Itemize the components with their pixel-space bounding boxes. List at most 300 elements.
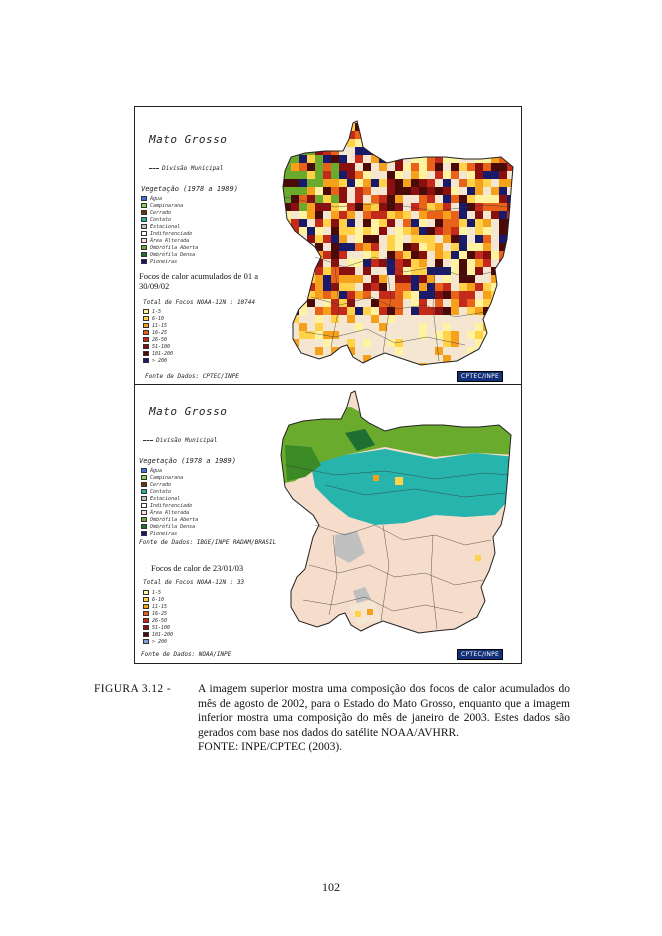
heat-cell (315, 339, 323, 347)
heat-cell (451, 123, 459, 131)
heat-cell (291, 235, 299, 243)
focos-legend-bottom-item (143, 638, 173, 645)
heat-cell (363, 291, 371, 299)
heat-cell (291, 179, 299, 187)
heat-cell (499, 203, 507, 211)
heat-cell (507, 259, 515, 267)
heat-cell (379, 147, 387, 155)
focos-legend-bottom-swatch (143, 639, 149, 644)
heat-cell (459, 131, 467, 139)
heat-cell (339, 227, 347, 235)
heat-cell (403, 291, 411, 299)
heat-cell (371, 243, 379, 251)
heat-cell (475, 259, 483, 267)
heat-cell (395, 235, 403, 243)
heat-cell (499, 259, 507, 267)
heat-cell (435, 259, 443, 267)
heat-cell (491, 179, 499, 187)
heat-cell (515, 347, 521, 355)
heat-cell (307, 187, 315, 195)
heat-cell (515, 179, 521, 187)
focos-legend-top-label: 16-25 (152, 329, 168, 336)
vegetation-legend-top-item (141, 209, 198, 216)
heat-cell (291, 371, 299, 379)
heat-cell (363, 315, 371, 323)
vegetation-legend-top-swatch (141, 217, 147, 222)
focos-legend-bottom-label: > 200 (152, 638, 168, 645)
heat-cell (419, 115, 427, 123)
focos-legend-bottom-label: 11-15 (152, 603, 168, 610)
heat-cell (371, 179, 379, 187)
vegetation-legend-top-swatch (141, 259, 147, 264)
heat-cell (355, 235, 363, 243)
heat-cell (443, 243, 451, 251)
heat-cell (435, 243, 443, 251)
heat-cell (451, 163, 459, 171)
focos-legend-bottom-label: 1-5 (152, 589, 162, 596)
heat-cell (331, 355, 339, 363)
heat-cell (411, 115, 419, 123)
heat-cell (387, 299, 395, 307)
heat-cell (355, 163, 363, 171)
heat-cell (355, 323, 363, 331)
heat-cell (483, 203, 491, 211)
vegetation-legend-top-label: Contato (150, 216, 172, 223)
heat-cell (427, 227, 435, 235)
heat-cell (467, 195, 475, 203)
heat-cell (291, 259, 299, 267)
heat-cell (283, 363, 291, 371)
heat-cell (299, 179, 307, 187)
heat-cell (515, 227, 521, 235)
heat-cell (475, 171, 483, 179)
heat-cell (411, 203, 419, 211)
heat-cell (467, 187, 475, 195)
heat-cell (403, 219, 411, 227)
heat-cell (283, 131, 291, 139)
heat-cell (291, 139, 299, 147)
heat-cell (283, 291, 291, 299)
heat-cell (515, 131, 521, 139)
heat-cell (275, 291, 283, 299)
heat-cell (339, 315, 347, 323)
heat-cell (291, 107, 299, 115)
heat-cell (331, 131, 339, 139)
heat-cell (475, 299, 483, 307)
heat-cell (355, 315, 363, 323)
heat-cell (507, 115, 515, 123)
heat-cell (275, 131, 283, 139)
vegetation-legend-top-item (141, 223, 198, 230)
heat-cell (443, 155, 451, 163)
heat-cell (307, 339, 315, 347)
heat-cell (395, 379, 403, 384)
heat-cell (451, 131, 459, 139)
heat-cell (411, 315, 419, 323)
heat-cell (299, 251, 307, 259)
heat-cell (323, 299, 331, 307)
heat-cell (467, 355, 475, 363)
heat-cell (435, 227, 443, 235)
heat-cell (331, 211, 339, 219)
heat-cell (435, 147, 443, 155)
heat-cell (379, 307, 387, 315)
heat-cell (459, 179, 467, 187)
vegetation-legend-top-item (141, 251, 198, 258)
heat-cell (515, 259, 521, 267)
vegetation-legend-bottom-item (141, 467, 198, 474)
heat-cell (283, 307, 291, 315)
heat-cell (515, 275, 521, 283)
heat-cell (451, 171, 459, 179)
heat-cell (283, 331, 291, 339)
heat-cell (323, 163, 331, 171)
heat-cell (347, 211, 355, 219)
heat-cell (475, 123, 483, 131)
heat-cell (331, 283, 339, 291)
heat-cell (315, 219, 323, 227)
heat-cell (387, 131, 395, 139)
focos-legend-top-swatch (143, 330, 149, 335)
heat-cell (451, 347, 459, 355)
heat-cell (515, 163, 521, 171)
heat-cell (323, 363, 331, 371)
heat-cell (283, 251, 291, 259)
heat-cell (307, 315, 315, 323)
heat-cell (395, 187, 403, 195)
heat-cell (379, 179, 387, 187)
heat-cell (363, 283, 371, 291)
heat-cell (419, 251, 427, 259)
heat-cell (419, 291, 427, 299)
heat-cell (283, 315, 291, 323)
heat-cell (483, 219, 491, 227)
heat-cell (467, 123, 475, 131)
heat-cell (515, 339, 521, 347)
vegetation-legend-bottom-swatch (141, 503, 147, 508)
heat-cell (395, 243, 403, 251)
heat-cell (475, 107, 483, 115)
focos-legend-top-label: 101-200 (152, 350, 174, 357)
heat-cell (499, 275, 507, 283)
heat-cell (355, 107, 363, 115)
heat-cell (507, 243, 515, 251)
heat-cell (275, 163, 283, 171)
heat-cell (475, 219, 483, 227)
heat-cell (395, 107, 403, 115)
heat-cell (419, 123, 427, 131)
heat-cell (403, 331, 411, 339)
heat-cell (347, 187, 355, 195)
heat-cell (499, 299, 507, 307)
heat-cell (395, 163, 403, 171)
heat-cell (403, 187, 411, 195)
page-number: 102 (322, 880, 340, 894)
heat-cell (339, 371, 347, 379)
heat-cell (275, 203, 283, 211)
heat-cell (427, 139, 435, 147)
heat-cell (411, 163, 419, 171)
heat-cell (315, 235, 323, 243)
heat-cell (371, 139, 379, 147)
heat-cell (411, 107, 419, 115)
heat-cell (491, 107, 499, 115)
heat-cell (507, 107, 515, 115)
vegetation-legend-top-swatch (141, 231, 147, 236)
heat-cell (371, 275, 379, 283)
heat-cell (499, 131, 507, 139)
heat-cell (475, 139, 483, 147)
heat-cell (435, 371, 443, 379)
heat-cell (411, 235, 419, 243)
heat-cell (291, 243, 299, 251)
heat-cell (499, 107, 507, 115)
heat-cell (475, 179, 483, 187)
heat-cell (491, 243, 499, 251)
heat-cell (403, 115, 411, 123)
heat-cell (323, 243, 331, 251)
focos-legend-top-swatch (143, 344, 149, 349)
heat-cell (387, 179, 395, 187)
focos-legend-bottom (143, 589, 173, 645)
heat-cell (283, 107, 291, 115)
heat-cell (475, 211, 483, 219)
heat-cell (507, 315, 515, 323)
heat-cell (339, 323, 347, 331)
heat-cell (515, 323, 521, 331)
heat-cell (291, 267, 299, 275)
heat-cell (387, 251, 395, 259)
heat-cell (371, 195, 379, 203)
heat-cell (339, 171, 347, 179)
heat-cell (363, 163, 371, 171)
heat-cell (283, 235, 291, 243)
heat-cell (459, 323, 467, 331)
heat-cell (323, 307, 331, 315)
heat-cell (331, 243, 339, 251)
heat-cell (355, 155, 363, 163)
heat-cell (427, 147, 435, 155)
heat-cell (435, 251, 443, 259)
heat-cell (307, 379, 315, 384)
heat-cell (403, 147, 411, 155)
heat-cell (395, 363, 403, 371)
heat-cell (467, 275, 475, 283)
heat-cell (491, 339, 499, 347)
heat-cell (307, 171, 315, 179)
focos-total-bottom: Total de Focos NOAA-12N : 33 (143, 579, 245, 586)
heat-cell (331, 139, 339, 147)
heat-cell (307, 371, 315, 379)
heat-cell (507, 267, 515, 275)
heat-cell (379, 299, 387, 307)
heat-cell (419, 195, 427, 203)
heat-cell (427, 259, 435, 267)
heat-cell (507, 275, 515, 283)
heat-cell (491, 187, 499, 195)
heat-cell (347, 243, 355, 251)
heat-cell (467, 331, 475, 339)
heat-cell (283, 115, 291, 123)
heat-cell (387, 267, 395, 275)
vegetation-heading-bottom: Vegetação (1978 a 1989) (139, 457, 236, 465)
heat-cell (419, 203, 427, 211)
heat-cell (411, 219, 419, 227)
heat-cell (395, 251, 403, 259)
heat-cell (323, 291, 331, 299)
heat-cell (427, 219, 435, 227)
heat-cell (419, 371, 427, 379)
heat-cell (475, 227, 483, 235)
heat-cell (315, 195, 323, 203)
heat-cell (299, 115, 307, 123)
heat-cell (395, 259, 403, 267)
heat-cell (459, 147, 467, 155)
heat-cell (315, 283, 323, 291)
heat-cell (459, 171, 467, 179)
heat-cell (347, 339, 355, 347)
heat-cell (443, 107, 451, 115)
heat-cell (419, 323, 427, 331)
heat-cell (387, 219, 395, 227)
heat-cell (291, 379, 299, 384)
heat-cell (411, 331, 419, 339)
vegetation-legend-top-item (141, 202, 198, 209)
heat-cell (491, 131, 499, 139)
heat-cell (307, 123, 315, 131)
heat-cell (275, 187, 283, 195)
heat-cell (291, 131, 299, 139)
heat-cell (427, 155, 435, 163)
heat-cell (387, 307, 395, 315)
heat-cell (275, 371, 283, 379)
focos-legend-bottom-swatch (143, 625, 149, 630)
heat-cell (387, 363, 395, 371)
heat-cell (403, 299, 411, 307)
heat-cell (275, 355, 283, 363)
heat-cell (507, 235, 515, 243)
heat-cell (451, 243, 459, 251)
heat-cell (443, 347, 451, 355)
heat-cell (499, 331, 507, 339)
heat-cell (403, 259, 411, 267)
heat-cell (459, 331, 467, 339)
heat-cell (395, 227, 403, 235)
heat-cell (339, 243, 347, 251)
heat-cell (395, 283, 403, 291)
heat-cell (435, 179, 443, 187)
heat-cell (443, 139, 451, 147)
heat-cell (491, 275, 499, 283)
heat-cell (507, 283, 515, 291)
heat-cell (323, 123, 331, 131)
heat-cell (275, 299, 283, 307)
heat-cell (451, 291, 459, 299)
heat-cell (515, 243, 521, 251)
heat-cell (363, 307, 371, 315)
heat-cell (459, 307, 467, 315)
heat-cell (499, 347, 507, 355)
heat-cell (475, 331, 483, 339)
vegetation-legend-top-swatch (141, 224, 147, 229)
heat-cell (403, 251, 411, 259)
heat-cell (315, 363, 323, 371)
heat-cell (427, 299, 435, 307)
heat-cell (475, 131, 483, 139)
heat-cell (515, 123, 521, 131)
heat-cell (379, 195, 387, 203)
data-source-bottom: Fonte de Dados: NOAA/INPE (141, 651, 232, 658)
focos-legend-bottom-label: 26-50 (152, 617, 168, 624)
heat-cell (475, 235, 483, 243)
heat-cell (419, 379, 427, 384)
heat-cell (363, 187, 371, 195)
heat-cell (315, 307, 323, 315)
heat-cell (371, 331, 379, 339)
heat-cell (323, 195, 331, 203)
heat-cell (387, 123, 395, 131)
heat-cell (331, 235, 339, 243)
heat-cell (323, 179, 331, 187)
heat-cell (411, 299, 419, 307)
heat-cell (443, 363, 451, 371)
heat-cell (467, 227, 475, 235)
heat-cell (275, 307, 283, 315)
heat-cell (323, 203, 331, 211)
heat-cell (307, 299, 315, 307)
heat-cell (323, 323, 331, 331)
heat-cell (411, 211, 419, 219)
heat-cell (451, 203, 459, 211)
heat-cell (459, 123, 467, 131)
heat-cell (339, 163, 347, 171)
heat-cell (443, 131, 451, 139)
caption-text: A imagem superior mostra uma composição dos focos de calor acumulados do mês de agosto de 2002, para o Estado do Mato Grosso, enquanto que a imagem inferior mostra uma composição do mês de janeiro de 2003. Estes dados são gerados com base nos dados do satélite NOAA/AVHRR. (198, 683, 570, 739)
heat-cell (395, 291, 403, 299)
heat-cell (379, 371, 387, 379)
heat-cell (395, 323, 403, 331)
heat-cell (491, 219, 499, 227)
heat-cell (435, 187, 443, 195)
heat-cell (475, 355, 483, 363)
heat-cell (331, 107, 339, 115)
heat-cell (499, 267, 507, 275)
heat-cell (347, 363, 355, 371)
heat-cell (515, 147, 521, 155)
heat-cell (355, 187, 363, 195)
heat-cell (283, 347, 291, 355)
heat-cell (395, 131, 403, 139)
heat-cell (403, 243, 411, 251)
heat-cell (339, 123, 347, 131)
vegetation-legend-bottom-swatch (141, 482, 147, 487)
heat-cell (515, 195, 521, 203)
heat-cell (459, 235, 467, 243)
focos-legend-bottom-item (143, 631, 173, 638)
vegetation-source-bottom: Fonte de Dados: IBGE/INPE RADAM/BRASIL (139, 539, 277, 546)
heat-cell (483, 171, 491, 179)
heat-cell (371, 379, 379, 384)
heat-cell (499, 171, 507, 179)
heat-cell (395, 147, 403, 155)
heat-cell (315, 171, 323, 179)
heat-cell (331, 179, 339, 187)
heat-cell (483, 195, 491, 203)
heat-cell (411, 291, 419, 299)
vegetation-legend-bottom-item (141, 530, 198, 537)
heat-cell (515, 203, 521, 211)
heat-cell (435, 163, 443, 171)
